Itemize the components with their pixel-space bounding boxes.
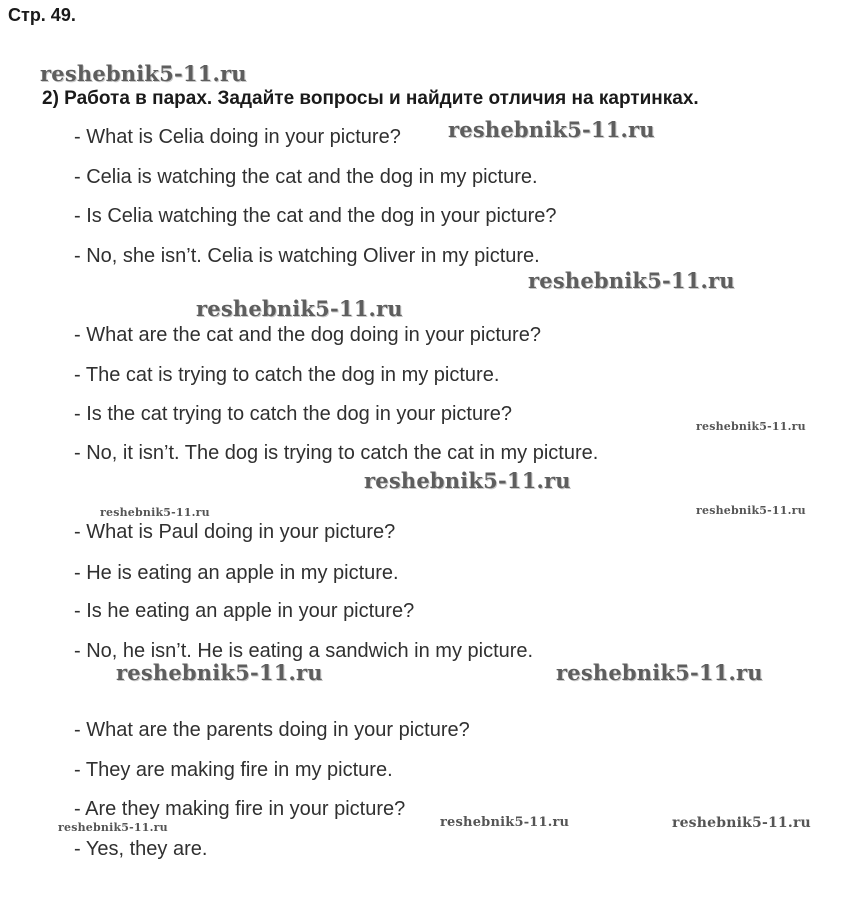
dialogue-line: - Yes, they are. <box>74 838 208 860</box>
watermark: reshebnik5-11.ru <box>696 420 806 433</box>
watermark: reshebnik5-11.ru <box>528 268 735 293</box>
dialogue-line: - He is eating an apple in my picture. <box>74 562 399 584</box>
watermark: reshebnik5-11.ru <box>58 821 168 834</box>
dialogue-line: - No, he isn’t. He is eating a sandwich in my picture. <box>74 640 534 662</box>
watermark: reshebnik5-11.ru <box>696 504 806 517</box>
dialogue-line: - Are they making fire in your picture? <box>74 798 406 820</box>
watermark: reshebnik5-11.ru <box>448 117 655 142</box>
dialogue-line: - They are making fire in my picture. <box>74 759 393 781</box>
task-title: 2) Работа в парах. Задайте вопросы и найдите отличия на картинках. <box>42 88 699 109</box>
watermark: reshebnik5-11.ru <box>40 61 247 86</box>
dialogue-line: - What are the parents doing in your picture? <box>74 719 470 741</box>
dialogue-line: - No, it isn’t. The dog is trying to catch the cat in my picture. <box>74 442 599 464</box>
watermark: reshebnik5-11.ru <box>556 660 763 685</box>
dialogue-line: - What are the cat and the dog doing in your picture? <box>74 324 541 346</box>
watermark: reshebnik5-11.ru <box>100 506 210 519</box>
dialogue-line: - Is he eating an apple in your picture? <box>74 600 415 622</box>
dialogue-line: - Celia is watching the cat and the dog in my picture. <box>74 166 538 188</box>
watermark: reshebnik5-11.ru <box>672 815 811 831</box>
watermark: reshebnik5-11.ru <box>364 468 571 493</box>
watermark: reshebnik5-11.ru <box>196 296 403 321</box>
dialogue-line: - Is Celia watching the cat and the dog in your picture? <box>74 205 557 227</box>
dialogue-line: - What is Celia doing in your picture? <box>74 126 401 148</box>
watermark: reshebnik5-11.ru <box>116 660 323 685</box>
dialogue-line: - No, she isn’t. Celia is watching Oliver in my picture. <box>74 245 540 267</box>
watermark: reshebnik5-11.ru <box>440 815 570 830</box>
dialogue-line: - What is Paul doing in your picture? <box>74 521 396 543</box>
page-number: Стр. 49. <box>8 5 76 25</box>
dialogue-line: - Is the cat trying to catch the dog in your picture? <box>74 403 513 425</box>
dialogue-line: - The cat is trying to catch the dog in my picture. <box>74 364 500 386</box>
